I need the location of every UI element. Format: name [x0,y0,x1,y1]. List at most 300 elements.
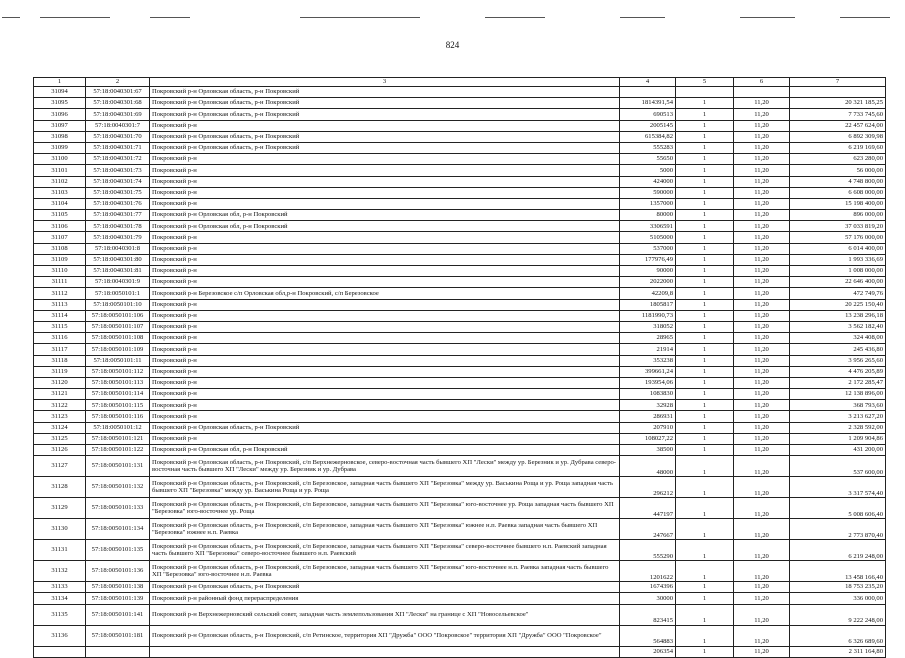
row-number-cell: 31099 [34,142,86,153]
table-row [34,165,886,176]
value-cell: 3 213 627,20 [790,411,886,422]
address-cell: Покровский р-н [150,198,620,209]
address-cell: Покровский р-н Орловская область, р-н Покровский, с/п Березовское, западная часть бывшего ХП "Березовка" южнее н.п. Раевка западная часть бывшего ХП "Березовка" южнее н.п. Раевка [150,519,620,540]
row-number-cell: 31114 [34,310,86,321]
quantity-cell: 1 [676,422,734,433]
address-cell: Покровский р-н [150,366,620,377]
address-cell: Покровский р-н Орловская область, р-н Покровский, с/п Березовское, западная часть бывшего ХП "Березовка" северо-восточнее бывшего н.п. Раевский западная часть бывшего ХП "Березовка" северо-восточнее бывшего н.п. Раевский [150,540,620,561]
cadastral-number-cell: 57:18:0040301:72 [86,154,150,165]
header-cell: 2 [86,78,150,87]
quantity-cell: 1 [676,120,734,131]
area-cell: 1083830 [620,389,676,400]
value-cell: 13 238 296,18 [790,310,886,321]
row-number-cell: 31096 [34,109,86,120]
cadastral-number-cell: 57:18:0040301:71 [86,142,150,153]
cadastral-number-cell: 57:18:0050101:11 [86,355,150,366]
quantity-cell: 1 [676,109,734,120]
address-cell: Покровский р-н [150,243,620,254]
quantity-cell: 1 [676,221,734,232]
row-number-cell: 31119 [34,366,86,377]
cadastral-number-cell: 57:18:0040301:7 [86,120,150,131]
area-cell: 1674396 [620,582,676,593]
rate-cell: 11,20 [734,646,790,657]
rate-cell: 11,20 [734,377,790,388]
rate-cell: 11,20 [734,142,790,153]
cadastral-number-cell: 57:18:0050101:10 [86,299,150,310]
cadastral-number-cell: 57:18:0050101:112 [86,366,150,377]
quantity-cell: 1 [676,519,734,540]
address-cell: Покровский р-н [150,411,620,422]
cadastral-number-cell: 57:18:0050101:115 [86,400,150,411]
quantity-cell: 1 [676,154,734,165]
value-cell: 6 892 309,98 [790,131,886,142]
address-cell: Покровский р-н Орловская область, р-н Покровский [150,87,620,98]
quantity-cell: 1 [676,165,734,176]
row-number-cell: 31101 [34,165,86,176]
row-number-cell: 31131 [34,540,86,561]
cadastral-number-cell: 57:18:0050101:1 [86,288,150,299]
value-cell: 245 436,80 [790,344,886,355]
table-row [34,646,886,657]
row-number-cell: 31136 [34,625,86,646]
value-cell: 18 753 235,20 [790,582,886,593]
quantity-cell: 1 [676,232,734,243]
row-number-cell: 31094 [34,87,86,98]
area-cell: 42209,8 [620,288,676,299]
rate-cell: 11,20 [734,232,790,243]
quantity-cell [676,87,734,98]
address-cell: Покровский р-н Березовское с/п Орловская обл,р-н Покровский, с/п Березовское [150,288,620,299]
address-cell: Покровский р-н Орловская область, р-н Покровский [150,98,620,109]
rate-cell [734,87,790,98]
area-cell: 21914 [620,344,676,355]
table-row [34,366,886,377]
area-cell: 108027,22 [620,433,676,444]
value-cell: 20 321 185,25 [790,98,886,109]
rate-cell: 11,20 [734,456,790,477]
address-cell: Покровский р-н [150,389,620,400]
cadastral-number-cell: 57:18:0050101:133 [86,498,150,519]
rate-cell: 11,20 [734,422,790,433]
quantity-cell: 1 [676,288,734,299]
row-number-cell: 31105 [34,210,86,221]
address-cell [150,646,620,657]
row-number-cell: 31134 [34,593,86,604]
value-cell: 37 033 819,20 [790,221,886,232]
cadastral-number-cell [86,646,150,657]
quantity-cell: 1 [676,389,734,400]
rate-cell: 11,20 [734,498,790,519]
quantity-cell: 1 [676,266,734,277]
quantity-cell: 1 [676,210,734,221]
value-cell: 4 748 800,00 [790,176,886,187]
cadastral-number-cell: 57:18:0050101:108 [86,333,150,344]
table-header-row [34,78,886,87]
rate-cell: 11,20 [734,210,790,221]
rate-cell: 11,20 [734,400,790,411]
quantity-cell: 1 [676,333,734,344]
area-cell: 48000 [620,456,676,477]
header-cell: 4 [620,78,676,87]
value-cell: 22 646 400,00 [790,277,886,288]
rate-cell: 11,20 [734,154,790,165]
area-cell: 690513 [620,109,676,120]
row-number-cell: 31135 [34,604,86,625]
value-cell: 6 014 400,00 [790,243,886,254]
table-row [34,254,886,265]
row-number-cell: 31112 [34,288,86,299]
area-cell: 1805817 [620,299,676,310]
row-number-cell: 31115 [34,321,86,332]
rate-cell: 11,20 [734,288,790,299]
address-cell: Покровский р-н [150,187,620,198]
area-cell: 823415 [620,604,676,625]
table-row [34,561,886,582]
quantity-cell: 1 [676,540,734,561]
row-number-cell: 31117 [34,344,86,355]
row-number-cell: 31108 [34,243,86,254]
row-number-cell: 31098 [34,131,86,142]
cadastral-number-cell: 57:18:0040301:81 [86,266,150,277]
area-cell: 296212 [620,477,676,498]
value-cell: 2 311 164,80 [790,646,886,657]
address-cell: Покровский р-н Орловская область, р-н Покровский, с/п Верхнежерновское, северо-восточная часть бывшего ХП "Лески" между ур. Березник и ур. Дубрава северо-восточная часть бывшего ХП "Лески" между ур. Березник и ур. Дубрава [150,456,620,477]
table-row [34,277,886,288]
area-cell: 537000 [620,243,676,254]
cadastral-number-cell: 57:18:0050101:113 [86,377,150,388]
area-cell: 3306591 [620,221,676,232]
quantity-cell: 1 [676,187,734,198]
address-cell: Покровский р-н Орловская область, р-н Покровский, с/п Березовское, западная часть бывшего ХП "Березовка" между ур. Васькина Роща и ур. Роща западная часть бывшего ХП "Березовка" между ур. Васькина Роща и ур. Роща [150,477,620,498]
rate-cell: 11,20 [734,366,790,377]
address-cell: Покровский р-н [150,154,620,165]
cadastral-number-cell: 57:18:0040301:78 [86,221,150,232]
address-cell: Покровский р-н Верхнежерновский сельский совет, западная часть землепользования ХП "Лески" на границе с ХП "Новосельевское" [150,604,620,625]
row-number-cell: 31110 [34,266,86,277]
cadastral-number-cell: 57:18:0050101:114 [86,389,150,400]
address-cell: Покровский р-н [150,344,620,355]
address-cell: Покровский р-н [150,165,620,176]
row-number-cell: 31126 [34,445,86,456]
rate-cell: 11,20 [734,593,790,604]
cadastral-number-cell: 57:18:0050101:121 [86,433,150,444]
quantity-cell: 1 [676,142,734,153]
row-number-cell: 31102 [34,176,86,187]
table-row [34,377,886,388]
cadastral-number-cell: 57:18:0050101:132 [86,477,150,498]
address-cell: Покровский р-н районный фонд перераспределения [150,593,620,604]
table-row [34,540,886,561]
address-cell: Покровский р-н [150,355,620,366]
rate-cell: 11,20 [734,389,790,400]
address-cell: Покровский р-н [150,232,620,243]
quantity-cell: 1 [676,366,734,377]
area-cell: 55650 [620,154,676,165]
row-number-cell: 31109 [34,254,86,265]
cadastral-number-cell: 57:18:0050101:106 [86,310,150,321]
value-cell: 15 198 400,00 [790,198,886,209]
area-cell: 32928 [620,400,676,411]
quantity-cell: 1 [676,456,734,477]
quantity-cell: 1 [676,344,734,355]
address-cell: Покровский р-н Орловская область, р-н Покровский [150,131,620,142]
table-row [34,400,886,411]
rate-cell: 11,20 [734,355,790,366]
value-cell: 6 219 169,60 [790,142,886,153]
quantity-cell: 1 [676,98,734,109]
rate-cell: 11,20 [734,266,790,277]
address-cell: Покровский р-н [150,433,620,444]
cadastral-number-cell: 57:18:0040301:68 [86,98,150,109]
rate-cell: 11,20 [734,131,790,142]
table-row [34,445,886,456]
address-cell: Покровский р-н [150,120,620,131]
rate-cell: 11,20 [734,198,790,209]
area-cell: 30000 [620,593,676,604]
address-cell: Покровский р-н [150,299,620,310]
value-cell: 9 222 248,00 [790,604,886,625]
value-cell: 57 176 000,00 [790,232,886,243]
cadastral-number-cell: 57:18:0040301:75 [86,187,150,198]
quantity-cell: 1 [676,625,734,646]
table-row [34,604,886,625]
address-cell: Покровский р-н Орловская область, р-н Покровский [150,422,620,433]
area-cell: 615384,82 [620,131,676,142]
rate-cell: 11,20 [734,221,790,232]
quantity-cell: 1 [676,604,734,625]
table-row [34,355,886,366]
quantity-cell: 1 [676,355,734,366]
quantity-cell: 1 [676,277,734,288]
rate-cell: 11,20 [734,333,790,344]
quantity-cell: 1 [676,498,734,519]
cadastral-number-cell: 57:18:0040301:79 [86,232,150,243]
table-row [34,582,886,593]
address-cell: Покровский р-н [150,333,620,344]
area-cell: 447197 [620,498,676,519]
value-cell: 5 008 606,40 [790,498,886,519]
row-number-cell: 31123 [34,411,86,422]
area-cell: 353238 [620,355,676,366]
address-cell: Покровский р-н Орловская область, р-н Покровский, с/п Березовское, западная часть бывшего ХП "Березовка" юго-восточнее н.п. Раевка западная часть бывшего ХП "Березовка" юго-восточнее н.п. Раевка [150,561,620,582]
value-cell: 2 172 285,47 [790,377,886,388]
rate-cell: 11,20 [734,310,790,321]
quantity-cell: 1 [676,176,734,187]
value-cell: 1 993 336,69 [790,254,886,265]
row-number-cell: 31116 [34,333,86,344]
cadastral-number-cell: 57:18:0040301:73 [86,165,150,176]
table-row [34,109,886,120]
address-cell: Покровский р-н Орловская область, р-н Покровский [150,109,620,120]
table-row [34,411,886,422]
header-cell: 5 [676,78,734,87]
table-row [34,344,886,355]
value-cell: 6 326 689,60 [790,625,886,646]
value-cell: 324 408,00 [790,333,886,344]
cadastral-number-cell: 57:18:0050101:181 [86,625,150,646]
cadastral-number-cell: 57:18:0040301:69 [86,109,150,120]
row-number-cell: 31129 [34,498,86,519]
row-number-cell: 31121 [34,389,86,400]
table-row [34,477,886,498]
area-cell: 1357000 [620,198,676,209]
rate-cell: 11,20 [734,445,790,456]
area-cell: 399661,24 [620,366,676,377]
rate-cell: 11,20 [734,120,790,131]
quantity-cell: 1 [676,254,734,265]
table-row [34,321,886,332]
address-cell: Покровский р-н [150,266,620,277]
row-number-cell: 31124 [34,422,86,433]
table-row [34,210,886,221]
cadastral-table [33,77,886,658]
rate-cell: 11,20 [734,582,790,593]
address-cell: Покровский р-н [150,310,620,321]
value-cell: 2 773 870,40 [790,519,886,540]
table-row [34,519,886,540]
value-cell: 56 000,00 [790,165,886,176]
table-row [34,299,886,310]
rate-cell: 11,20 [734,98,790,109]
area-cell: 318052 [620,321,676,332]
row-number-cell: 31107 [34,232,86,243]
area-cell: 177976,49 [620,254,676,265]
rate-cell: 11,20 [734,519,790,540]
value-cell [790,87,886,98]
value-cell: 1 008 000,00 [790,266,886,277]
area-cell: 564883 [620,625,676,646]
quantity-cell: 1 [676,445,734,456]
cadastral-number-cell: 57:18:0040301:9 [86,277,150,288]
rate-cell: 11,20 [734,540,790,561]
cadastral-number-cell: 57:18:0050101:134 [86,519,150,540]
quantity-cell: 1 [676,593,734,604]
table-row [34,288,886,299]
header-cell: 6 [734,78,790,87]
quantity-cell: 1 [676,400,734,411]
quantity-cell: 1 [676,310,734,321]
area-cell: 28965 [620,333,676,344]
quantity-cell: 1 [676,582,734,593]
table-row [34,243,886,254]
value-cell: 3 956 265,60 [790,355,886,366]
rate-cell: 11,20 [734,625,790,646]
row-number-cell: 31106 [34,221,86,232]
row-number-cell: 31120 [34,377,86,388]
table-row [34,87,886,98]
address-cell: Покровский р-н [150,400,620,411]
cadastral-number-cell: 57:18:0050101:138 [86,582,150,593]
rate-cell: 11,20 [734,604,790,625]
area-cell: 247667 [620,519,676,540]
table-row [34,176,886,187]
value-cell: 12 138 896,00 [790,389,886,400]
table-row [34,232,886,243]
cadastral-number-cell: 57:18:0050101:141 [86,604,150,625]
cadastral-number-cell: 57:18:0050101:139 [86,593,150,604]
value-cell: 431 200,00 [790,445,886,456]
table-row [34,433,886,444]
cadastral-number-cell: 57:18:0040301:8 [86,243,150,254]
rate-cell: 11,20 [734,344,790,355]
table-row [34,120,886,131]
header-cell: 7 [790,78,886,87]
row-number-cell: 31100 [34,154,86,165]
rate-cell: 11,20 [734,277,790,288]
value-cell: 13 458 166,40 [790,561,886,582]
value-cell: 368 793,60 [790,400,886,411]
row-number-cell: 31103 [34,187,86,198]
row-number-cell: 31128 [34,477,86,498]
row-number-cell: 31122 [34,400,86,411]
value-cell: 6 219 248,00 [790,540,886,561]
area-cell: 206354 [620,646,676,657]
cadastral-number-cell: 57:18:0050101:109 [86,344,150,355]
table-row [34,187,886,198]
rate-cell: 11,20 [734,321,790,332]
header-cell: 3 [150,78,620,87]
address-cell: Покровский р-н [150,377,620,388]
table-row [34,333,886,344]
area-cell: 5105000 [620,232,676,243]
value-cell: 6 608 000,00 [790,187,886,198]
table-row [34,456,886,477]
quantity-cell: 1 [676,477,734,498]
quantity-cell: 1 [676,198,734,209]
row-number-cell: 31095 [34,98,86,109]
address-cell: Покровский р-н Орловская обл, р-н Покровский [150,445,620,456]
rate-cell: 11,20 [734,411,790,422]
area-cell: 193954,06 [620,377,676,388]
quantity-cell: 1 [676,321,734,332]
area-cell: 555283 [620,142,676,153]
address-cell: Покровский р-н [150,176,620,187]
quantity-cell: 1 [676,299,734,310]
area-cell: 207910 [620,422,676,433]
table-row [34,154,886,165]
quantity-cell: 1 [676,377,734,388]
area-cell: 1181990,73 [620,310,676,321]
table-row [34,266,886,277]
quantity-cell: 1 [676,646,734,657]
table-row [34,422,886,433]
quantity-cell: 1 [676,561,734,582]
value-cell: 472 749,76 [790,288,886,299]
cadastral-number-cell: 57:18:0050101:135 [86,540,150,561]
row-number-cell: 31130 [34,519,86,540]
value-cell: 1 209 904,86 [790,433,886,444]
table-row [34,98,886,109]
address-cell: Покровский р-н Орловская область, р-н Покровский, с/п Березовское, западная часть бывшего ХП "Березовка" юго-восточнее ур. Роща западная часть бывшего ХП "Березовка" юго-восточнее ур. Роща [150,498,620,519]
cadastral-number-cell: 57:18:0050101:116 [86,411,150,422]
row-number-cell: 31111 [34,277,86,288]
table-row [34,310,886,321]
area-cell: 5000 [620,165,676,176]
row-number-cell: 31132 [34,561,86,582]
table-row [34,142,886,153]
address-cell: Покровский р-н [150,321,620,332]
area-cell: 555290 [620,540,676,561]
row-number-cell: 31127 [34,456,86,477]
rate-cell: 11,20 [734,477,790,498]
area-cell: 286931 [620,411,676,422]
cadastral-number-cell: 57:18:0050101:107 [86,321,150,332]
value-cell: 22 457 624,00 [790,120,886,131]
cadastral-number-cell: 57:18:0050101:12 [86,422,150,433]
rate-cell: 11,20 [734,433,790,444]
area-cell: 1814391,54 [620,98,676,109]
row-number-cell: 31113 [34,299,86,310]
